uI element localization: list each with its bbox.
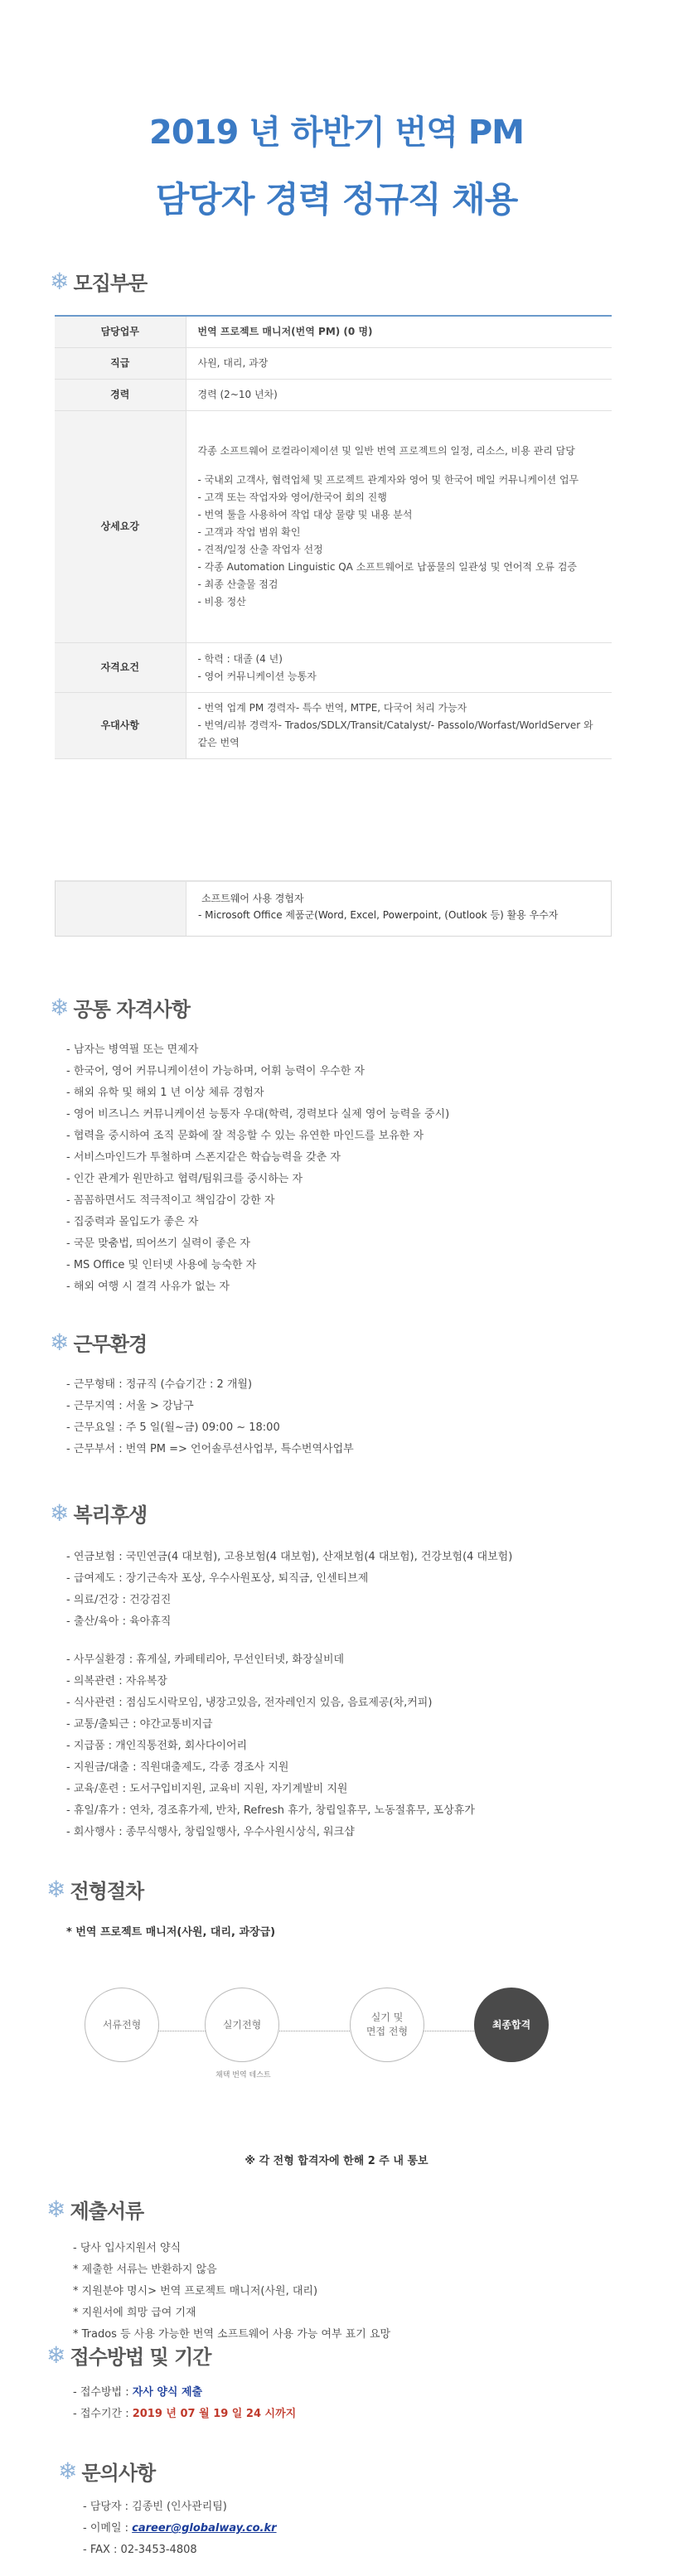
list-item: - 한국어, 영어 커뮤니케이션이 가능하며, 어휘 능력이 우수한 자	[66, 1065, 365, 1077]
list-item: * 지원서에 희망 급여 기재	[73, 2307, 196, 2319]
list-item: - 근무요일 : 주 5 일(월~금) 09:00 ~ 18:00	[66, 1421, 280, 1434]
apply-heading	[46, 2341, 211, 2370]
list-item: * Trados 등 사용 가능한 번역 소프트웨어 사용 가능 여부 표기 요망	[73, 2328, 391, 2341]
list-item: - 해외 유학 및 해외 1 년 이상 체류 경험자	[66, 1087, 264, 1099]
snowflake-icon: ❄	[50, 993, 69, 1021]
recruit-row-line: - 고객 또는 작업자와 영어/한국어 회의 진행	[197, 491, 387, 503]
recruit-row-value	[186, 643, 612, 693]
process-step-final: 최종합격	[474, 1988, 549, 2062]
recruit-extra-label-cell	[56, 882, 186, 936]
snowflake-icon: ❄	[50, 1499, 69, 1527]
list-item: - 지원금/대출 : 직원대출제도, 각종 경조사 지원	[66, 1761, 289, 1774]
process-step-practical: 실기전형	[205, 1988, 279, 2062]
recruit-row-line	[198, 460, 601, 472]
recruit-row-value	[186, 348, 612, 380]
recruit-row	[55, 316, 612, 348]
list-item: - 근무지역 : 서울 > 강남구	[66, 1400, 194, 1412]
contact-email-label: - 이메일 :	[83, 2522, 133, 2535]
list-item: - 의료/건강 : 건강검진	[66, 1594, 172, 1606]
recruit-row-label: 경력	[55, 380, 186, 411]
page-title-line1: 2019 년 하반기 번역 PM	[149, 114, 524, 152]
recruit-row-label: 자격요건	[55, 643, 186, 693]
recruit-row	[55, 643, 612, 693]
list-item: - 당사 입사지원서 양식	[73, 2242, 182, 2254]
recruit-table	[55, 315, 612, 759]
process-caption: 채택 번역 테스트	[215, 2071, 271, 2080]
recruit-row-label: 상세요강	[55, 411, 186, 643]
apply-period-value: 2019 년 07 월 19 일 24 시까지	[132, 2408, 297, 2420]
recruit-row-line: - 견적/일정 산출 작업자 선정	[197, 544, 323, 555]
apply-period-label: - 접수기간 :	[73, 2408, 133, 2420]
recruit-row-value	[186, 380, 612, 411]
work-heading	[50, 1328, 147, 1357]
process-flow	[85, 1988, 549, 2079]
contact-email	[83, 2518, 277, 2540]
documents-heading	[46, 2195, 143, 2224]
snowflake-icon: ❄	[46, 2341, 65, 2369]
recruit-heading-text: 모집부문	[73, 272, 148, 295]
recruit-row-line: 각종 소프트웨어 로컬라이제이션 및 일반 번역 프로젝트의 일정, 리소스, 비용 관리 담당	[197, 445, 575, 457]
documents-list	[73, 2238, 390, 2346]
work-heading-text: 근무환경	[73, 1333, 148, 1356]
list-item: - 교통/출퇴근 : 야간교통비지급	[66, 1718, 213, 1731]
apply-method-label: - 접수방법 :	[73, 2386, 133, 2399]
process-step-document: 서류전형	[85, 1988, 159, 2062]
recruit-extra-line: 소프트웨어 사용 경험자	[201, 893, 304, 904]
recruit-row-value	[186, 693, 612, 759]
common-heading	[50, 993, 190, 1022]
snowflake-icon: ❄	[58, 2457, 77, 2485]
process-heading-text: 전형절차	[70, 1880, 144, 1903]
list-item: - 식사관련 : 점심도시락모임, 냉장고있음, 전자레인지 있음, 음료제공(차,커피)	[66, 1697, 433, 1709]
recruit-row-value	[186, 316, 612, 348]
list-item: * 지원분야 명시> 번역 프로젝트 매니저(사원, 대리)	[73, 2285, 318, 2298]
recruit-extra-box	[55, 880, 612, 937]
recruit-row-line: 번역 프로젝트 매니저(번역 PM) (0 명)	[197, 326, 373, 337]
list-item: - 협력을 중시하여 조직 문화에 잘 적응할 수 있는 유연한 마인드를 보유한 자	[66, 1130, 424, 1142]
recruit-row-line: - 학력 : 대졸 (4 년)	[197, 652, 283, 665]
list-item: - 영어 비즈니스 커뮤니케이션 능통자 우대(학력, 경력보다 실제 영어 능력을 중시)	[66, 1108, 450, 1121]
snowflake-icon: ❄	[50, 267, 69, 295]
welfare-heading	[50, 1499, 147, 1528]
welfare-list-1	[66, 1547, 512, 1633]
welfare-list-2	[66, 1649, 475, 1843]
recruit-row-line: - 국내외 고객사, 협력업체 및 프로젝트 관계자와 영어 및 한국어 메일 커뮤니케이션 업무	[197, 474, 579, 486]
recruit-row-line: 사원, 대리, 과장	[197, 357, 269, 369]
list-item: - 의복관련 : 자유복장	[66, 1675, 167, 1687]
contact-list	[83, 2496, 277, 2561]
recruit-row-line: 경력 (2~10 년차)	[197, 389, 278, 400]
list-item: - 휴일/휴가 : 연차, 경조휴가제, 반차, Refresh 휴가, 창립일휴무, 노동절휴무, 포상휴가	[66, 1804, 475, 1817]
recruit-row-line: - 최종 산출물 점검	[197, 579, 278, 590]
list-item: - 급여제도 : 장기근속자 포상, 우수사원포상, 퇴직금, 인센티브제	[66, 1572, 369, 1585]
snowflake-icon: ❄	[46, 1875, 65, 1903]
recruit-row-line: - 각종 Automation Linguistic QA 소프트웨어로 납품물의 일관성 및 언어적 오류 검증	[197, 561, 578, 573]
list-item: - 교육/훈련 : 도서구입비지원, 교육비 지원, 자기계발비 지원	[66, 1783, 348, 1795]
recruit-row-value	[186, 411, 612, 643]
list-item: * 제출한 서류는 반환하지 않음	[73, 2264, 217, 2276]
recruit-row	[55, 693, 612, 759]
list-item: - 근무부서 : 번역 PM => 언어솔루션사업부, 특수번역사업부	[66, 1443, 354, 1455]
recruit-row-line: - 번역 툴을 사용하여 작업 대상 물량 및 내용 분석	[197, 509, 413, 521]
list-item: - 회사행사 : 종무식행사, 창립일행사, 우수사원시상식, 워크샵	[66, 1826, 355, 1838]
recruit-heading	[50, 267, 147, 296]
recruit-row	[55, 348, 612, 380]
recruit-extra-line: - Microsoft Office 제품군(Word, Excel, Powerpoint, (Outlook 등) 활용 우수자	[198, 909, 559, 922]
process-notice: ※ 각 전형 합격자에 한해 2 주 내 통보	[245, 2155, 428, 2167]
snowflake-icon: ❄	[50, 1328, 69, 1356]
apply-heading-text: 접수방법 및 기간	[70, 2346, 211, 2369]
welfare-heading-text: 복리후생	[73, 1503, 148, 1527]
common-heading-text: 공통 자격사항	[73, 998, 190, 1021]
contact-email-link[interactable]: career@globalway.co.kr	[132, 2522, 277, 2535]
recruit-row-label: 우대사항	[55, 693, 186, 759]
recruit-row-line: - 고객과 작업 범위 확인	[197, 526, 301, 538]
recruit-extra-value	[186, 882, 569, 936]
contact-person: - 담당자 : 김종빈 (인사관리팀)	[83, 2501, 227, 2513]
list-item: - 사무실환경 : 휴게실, 카페테리아, 무선인터넷, 화장실비데	[66, 1654, 345, 1666]
list-item: - 연금보험 : 국민연금(4 대보험), 고용보험(4 대보험), 산재보험(4 대보험), 건강보험(4 대보험)	[66, 1551, 513, 1563]
apply-method	[73, 2382, 296, 2404]
page-title-line2: 담당자 경력 정규직 채용	[155, 179, 518, 220]
apply-method-value: 자사 양식 제출	[132, 2386, 203, 2399]
work-list	[66, 1374, 354, 1460]
recruit-row-line: - 영어 커뮤니케이션 능통자	[197, 670, 317, 682]
contact-heading	[58, 2457, 155, 2486]
process-subtitle: * 번역 프로젝트 매니저(사원, 대리, 과장급)	[66, 1926, 276, 1939]
contact-heading-text: 문의사항	[81, 2462, 156, 2485]
list-item: - 국문 맞춤법, 띄어쓰기 실력이 좋은 자	[66, 1237, 250, 1250]
list-item: - 출산/육아 : 육아휴직	[66, 1615, 172, 1628]
documents-heading-text: 제출서류	[70, 2200, 144, 2223]
apply-list	[73, 2382, 296, 2425]
list-item: - 해외 여행 시 결격 사유가 없는 자	[66, 1281, 230, 1293]
list-item: - 꼼꼼하면서도 적극적이고 책임감이 강한 자	[66, 1194, 275, 1207]
recruit-row-line: - 번역 업계 PM 경력자- 특수 번역, MTPE, 다국어 처리 가능자	[197, 702, 467, 714]
process-heading	[46, 1875, 143, 1904]
recruit-row-label: 담당업무	[55, 316, 186, 348]
contact-fax: - FAX : 02-3453-4808	[83, 2544, 197, 2556]
list-item: - 인간 관계가 원만하고 협력/팀워크를 중시하는 자	[66, 1173, 303, 1185]
apply-period	[73, 2404, 296, 2425]
recruit-row	[55, 411, 612, 643]
list-item: - 근무형태 : 정규직 (수습기간 : 2 개월)	[66, 1378, 253, 1391]
list-item: - MS Office 및 인터넷 사용에 능숙한 자	[66, 1259, 257, 1271]
common-list	[66, 1039, 449, 1298]
recruit-row	[55, 380, 612, 411]
list-item: - 서비스마인드가 투철하며 스폰지같은 학습능력을 갖춘 자	[66, 1151, 341, 1164]
snowflake-icon: ❄	[46, 2195, 65, 2223]
list-item: - 남자는 병역필 또는 면제자	[66, 1043, 199, 1056]
list-item: - 집중력과 몰입도가 좋은 자	[66, 1216, 199, 1228]
recruit-row-line: - 비용 정산	[197, 596, 246, 608]
recruit-row-line: - 번역/리뷰 경력자- Trados/SDLX/Transit/Catalyst/- Passolo/Worfast/WorldServer 와 같은 번역	[197, 719, 593, 748]
list-item: - 지급품 : 개인직통전화, 회사다이어리	[66, 1740, 248, 1752]
recruit-row-label: 직급	[55, 348, 186, 380]
process-step-interview: 실기 및 면접 전형	[350, 1988, 424, 2062]
